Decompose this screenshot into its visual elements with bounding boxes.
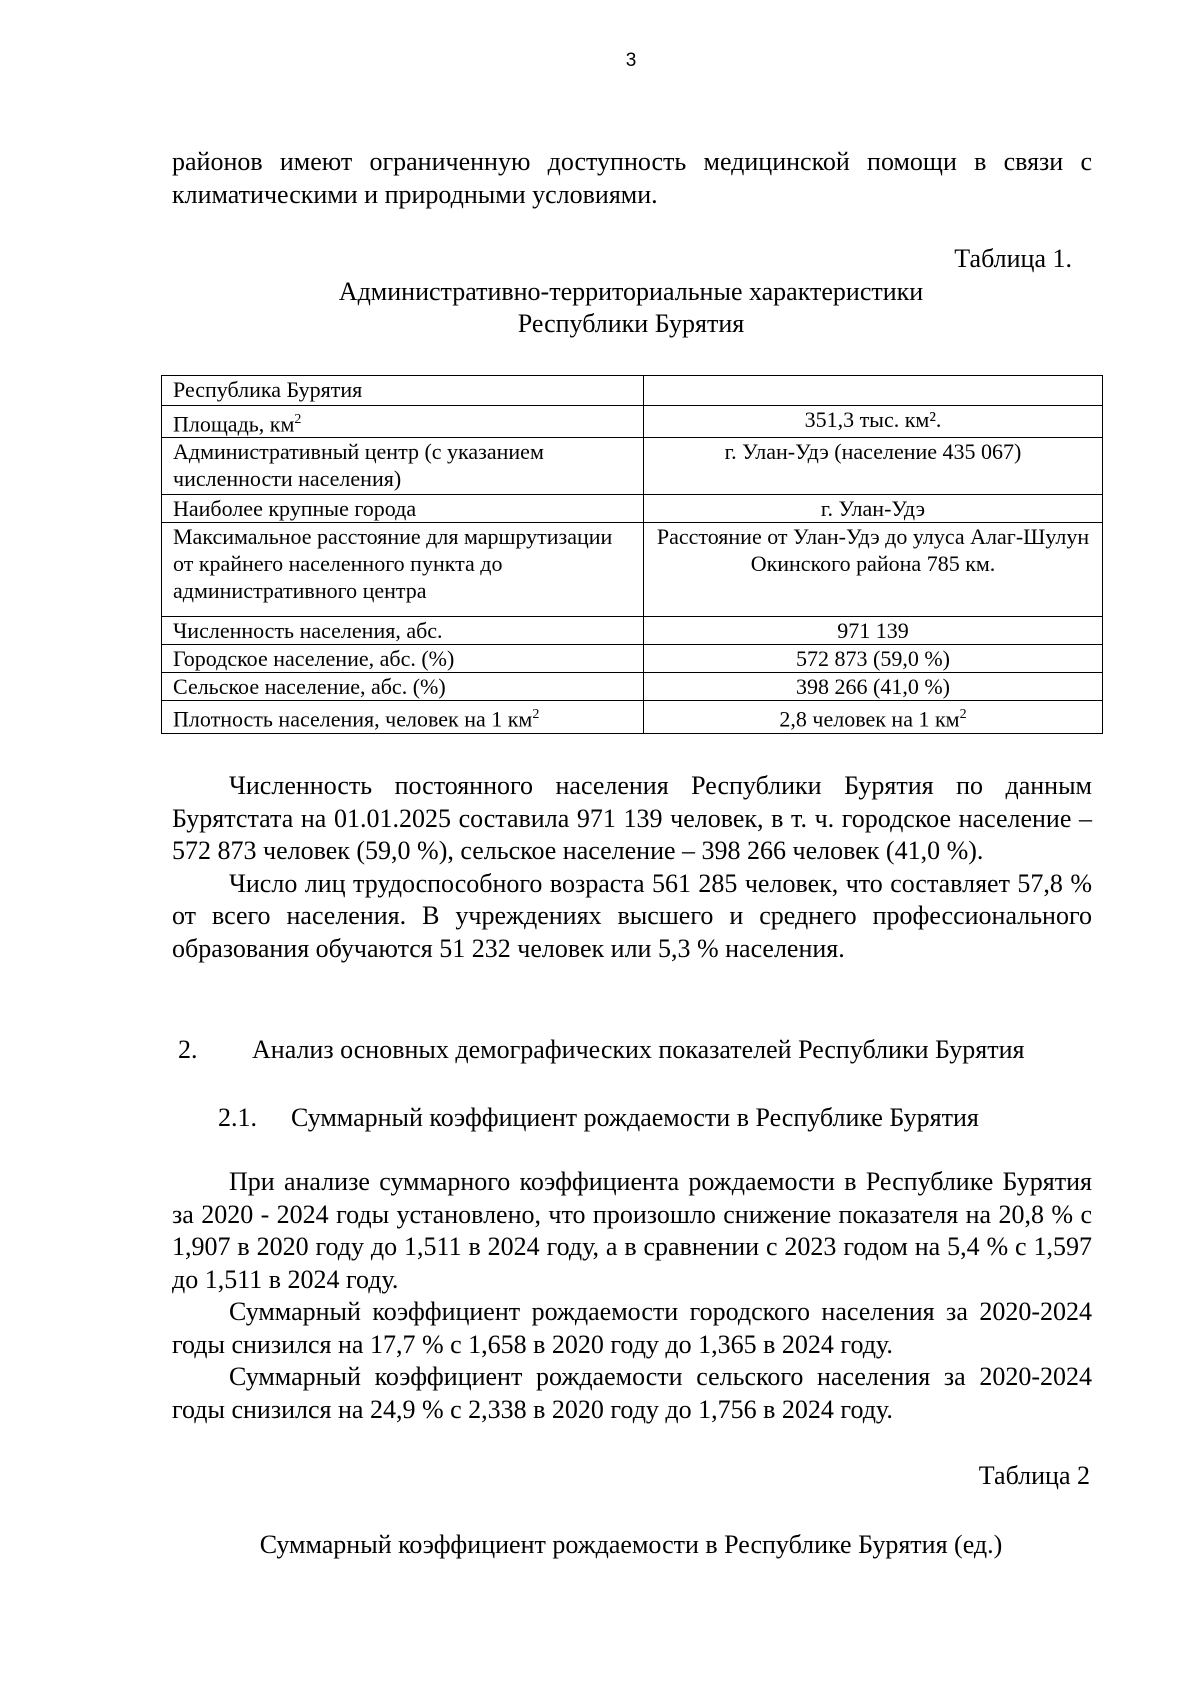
section-number: 2.1. (218, 1103, 257, 1132)
row-value: г. Улан-Удэ (644, 495, 1103, 523)
superscript: 2 (959, 707, 967, 723)
superscript: 2 (532, 707, 540, 723)
intro-paragraph (172, 146, 1092, 211)
row-value: 351,3 тыс. км². (644, 406, 1103, 438)
table-row (162, 673, 1103, 701)
row-name (162, 406, 644, 438)
row-name: Численность населения, абс. (162, 617, 644, 645)
paragraph: районов имеют ограниченную доступность медицинской помощи в связи с климатическими и природными условиями. (172, 147, 1092, 209)
table1-label: Таблица 1. (954, 244, 1072, 273)
table2-label: Таблица 2 (978, 1461, 1090, 1490)
section-number: 2. (178, 1035, 198, 1064)
paragraph: Суммарный коэффициент рождаемости сельского населения за 2020-2024 годы снизился на 24,9 % с 2,338 в 2020 году до 1,756 в 2024 году. (172, 1362, 1092, 1424)
row-name: Сельское население, абс. (%) (162, 673, 644, 701)
section-2-heading (178, 1034, 1024, 1066)
table2-title: Суммарный коэффициент рождаемости в Республике Бурятия (ед.) (259, 1530, 1003, 1559)
row-name: Административный центр (с указанием численности населения) (162, 438, 644, 495)
row-value: 572 873 (59,0 %) (644, 645, 1103, 673)
section-title: Анализ основных демографических показателей Республики Бурятия (252, 1035, 1025, 1064)
row-name: Республика Бурятия (162, 376, 644, 406)
characteristics-table (161, 375, 1103, 734)
table-row (162, 438, 1103, 495)
table-row (162, 406, 1103, 438)
table-row (162, 495, 1103, 523)
row-name: Максимальное расстояние для маршрутизации от крайнего населенного пункта до административного центра (162, 523, 644, 617)
row-value (644, 376, 1103, 406)
page-number: 3 (625, 50, 637, 71)
row-name-text: Площадь, км (173, 411, 295, 437)
row-value-text: 2,8 человек на 1 км (779, 706, 960, 732)
table-row (162, 645, 1103, 673)
fertility-section (172, 1166, 1092, 1426)
table-row (162, 523, 1103, 617)
row-name (162, 701, 644, 733)
table-row (162, 617, 1103, 645)
row-value: г. Улан-Удэ (население 435 067) (644, 438, 1103, 495)
section-title: Суммарный коэффициент рождаемости в Республике Бурятия (291, 1103, 979, 1132)
row-name: Наиболее крупные города (162, 495, 644, 523)
row-name: Городское население, абс. (%) (162, 645, 644, 673)
row-name-text: Плотность населения, человек на 1 км (173, 706, 533, 732)
paragraph: Численность постоянного населения Республики Бурятия по данным Бурятстата на 01.01.2025 составила 971 139 человек, в т. ч. городское население – 572 873 человек (59,0 %), сельское население – 398 266 человек (41,0 %). (172, 771, 1092, 865)
row-value: 971 139 (644, 617, 1103, 645)
section-2-1-heading (218, 1102, 979, 1134)
paragraph: Суммарный коэффициент рождаемости городского населения за 2020-2024 годы снизился на 17,7 % с 1,658 в 2020 году до 1,365 в 2024 году. (172, 1297, 1092, 1359)
table-row (162, 701, 1103, 733)
row-value: 398 266 (41,0 %) (644, 673, 1103, 701)
table1-title-line2: Республики Бурятия (517, 309, 745, 338)
superscript: 2 (294, 412, 302, 427)
row-value: Расстояние от Улан-Удэ до улуса Алаг-Шулун Окинского района 785 км. (644, 523, 1103, 617)
row-value (644, 701, 1103, 733)
table1-title-line1: Административно-территориальные характеристики (338, 277, 924, 306)
population-section (172, 770, 1092, 965)
paragraph: Число лиц трудоспособного возраста 561 285 человек, что составляет 57,8 % от всего населения. В учреждениях высшего и среднего профессионального образования обучаются 51 232 человек или 5,3 % населения. (172, 868, 1092, 963)
table-row (162, 376, 1103, 406)
paragraph: При анализе суммарного коэффициента рождаемости в Республике Бурятия за 2020 - 2024 годы установлено, что произошло снижение показателя на 20,8 % с 1,907 в 2020 году до 1,511 в 2024 году, а в сравнении с 2023 годом на 5,4 % с 1,597 до 1,511 в 2024 году. (172, 1167, 1092, 1294)
